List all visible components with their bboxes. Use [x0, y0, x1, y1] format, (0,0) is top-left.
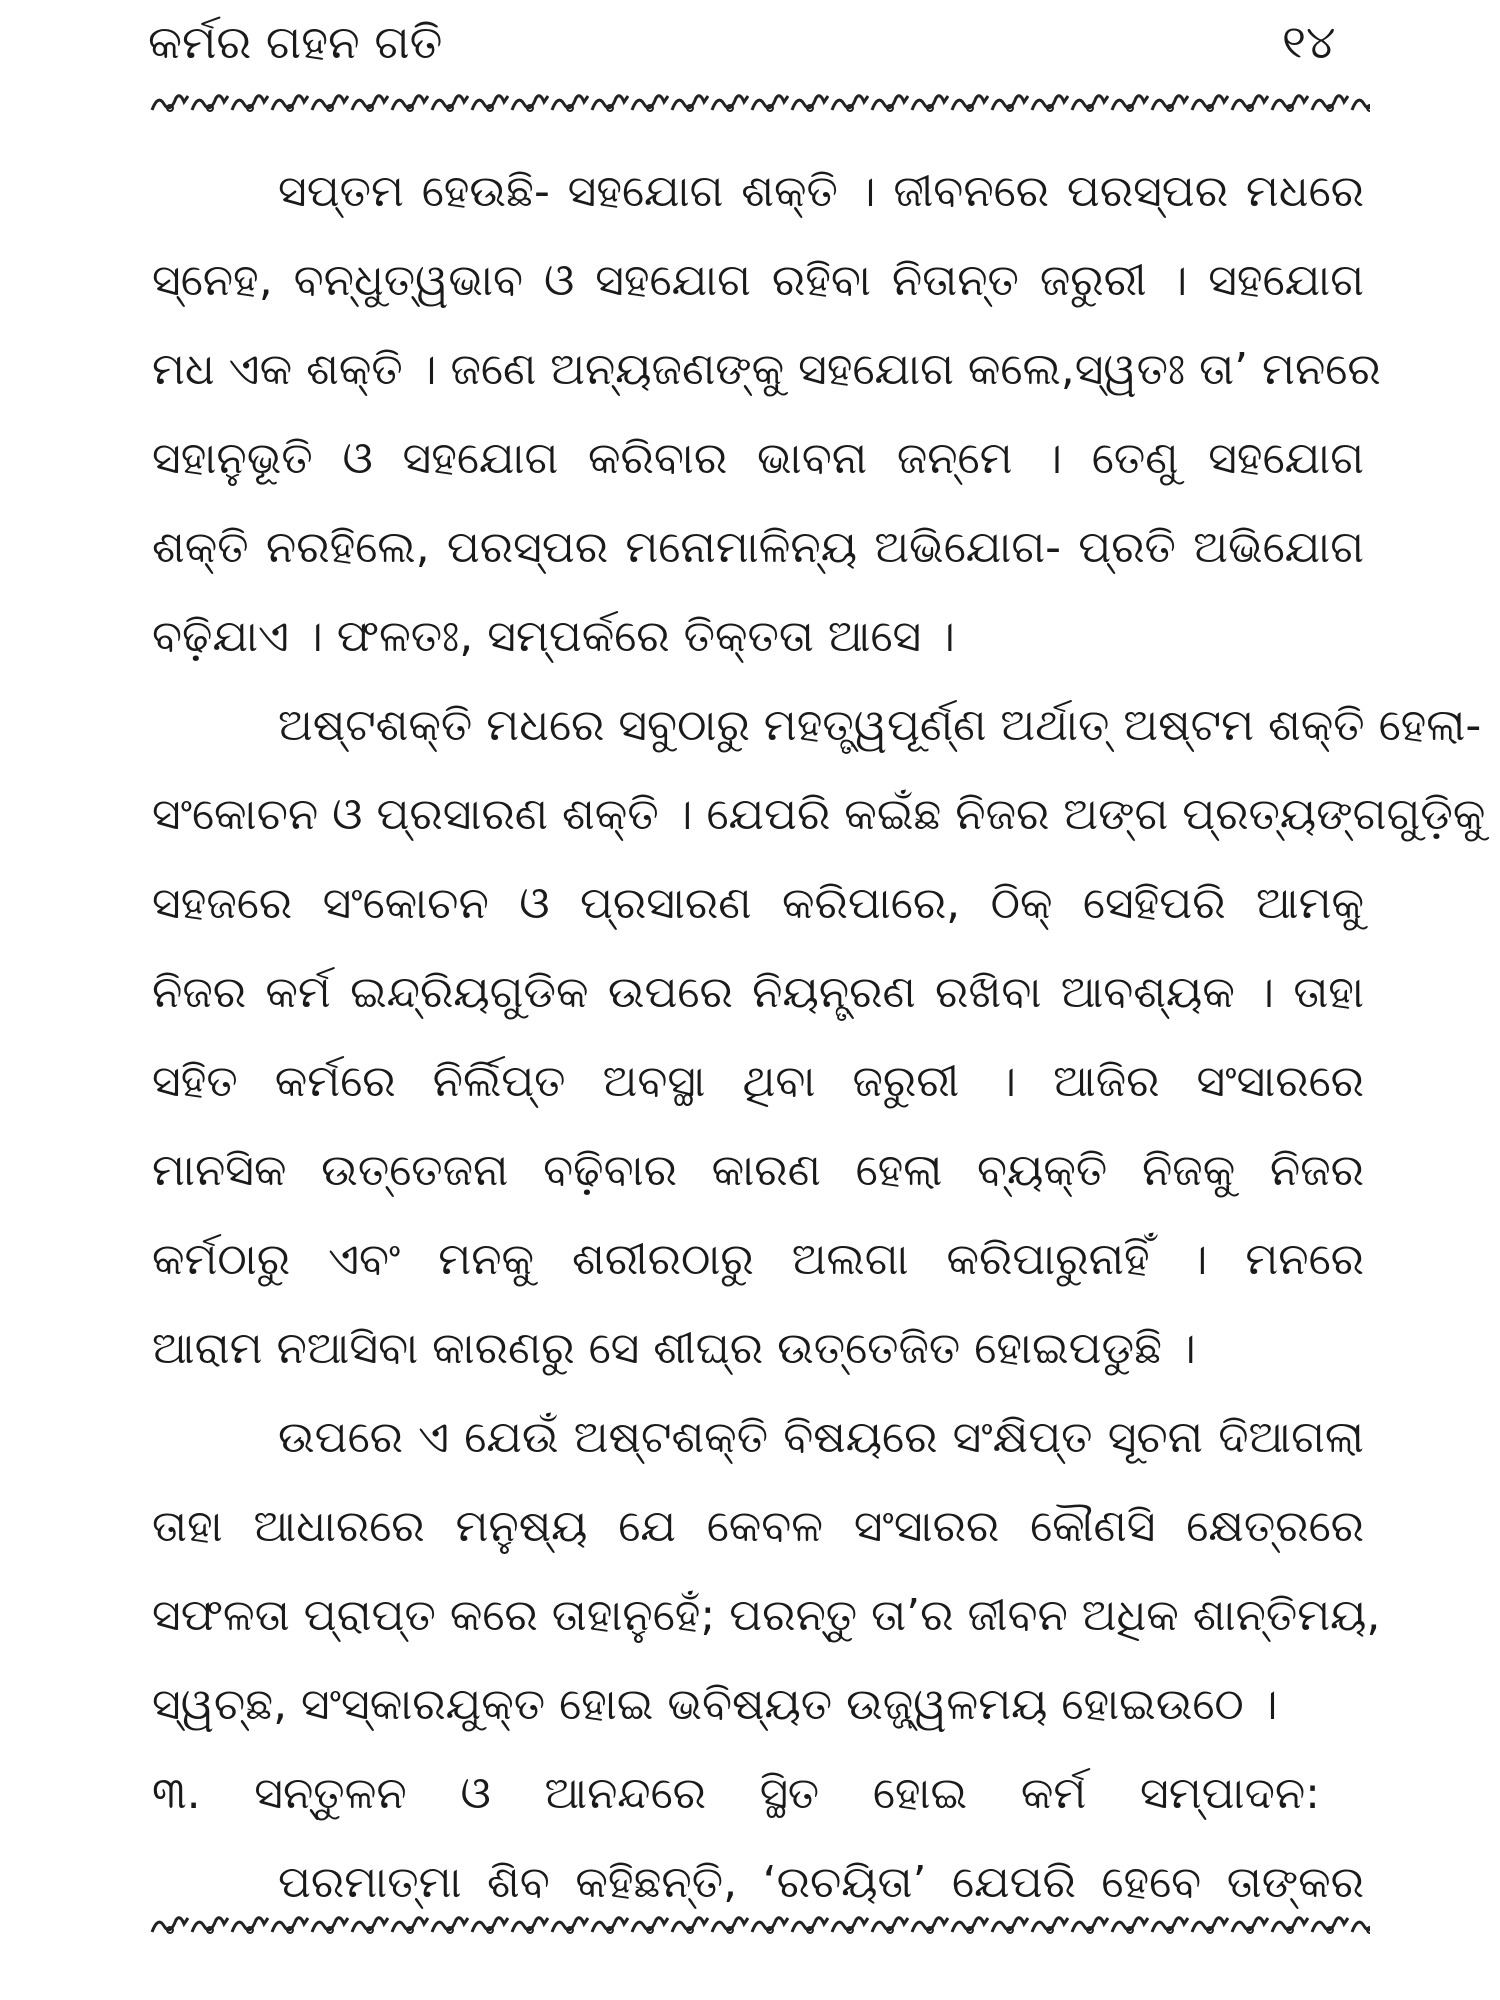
body-text-line: ଶକ୍ତି ନରହିଲେ, ପରସ୍ପର ମନୋମାଳିନ୍ୟ ଅଭିଯୋଗ- ପ୍ରତି ଅଭିଯୋଗ	[152, 522, 1364, 573]
body-text-line: ତାହା ଆଧାରରେ ମନୁଷ୍ୟ ଯେ କେବଳ ସଂସାରର କୌଣସି କ୍ଷେତ୍ରରେ	[152, 1501, 1364, 1552]
body-text-line: ମଧ ଏକ ଶକ୍ତି । ଜଣେ ଅନ୍ୟଜଣଙ୍କୁ ସହଯୋଗ କଲେ,ସ୍ୱତଃ ତା’ ମନରେ	[152, 344, 1381, 395]
body-text-line: ପରମାତ୍ମା ଶିବ କହିଛନ୍ତି, ‘ରଚୟିତା’ ଯେପରି ହେବେ ତାଙ୍କର	[278, 1857, 1364, 1908]
ornamental-border-top	[150, 90, 1370, 116]
body-text-line: ସଂକୋଚନ ଓ ପ୍ରସାରଣ ଶକ୍ତି । ଯେପରି କଇଁଛ ନିଜର ଅଙ୍ଗ ପ୍ରତ୍ୟଙ୍ଗଗୁଡ଼ିକୁ	[152, 789, 1486, 840]
body-text-line: ସପ୍ତମ ହେଉଛି- ସହଯୋଗ ଶକ୍ତି । ଜୀବନରେ ପରସ୍ପର ମଧରେ	[278, 166, 1364, 217]
body-text-line: ସହିତ କର୍ମରେ ନିର୍ଲିପ୍ତ ଅବସ୍ଥା ଥିବା ଜରୁରୀ । ଆଜିର ସଂସାରରେ	[152, 1056, 1364, 1107]
section-heading: ୩. ସନ୍ତୁଳନ ଓ ଆନନ୍ଦରେ ସ୍ଥିତ ହୋଇ କର୍ମ ସମ୍ପାଦନ:	[152, 1768, 1320, 1819]
body-text-line: ଆରାମ ନଆସିବା କାରଣରୁ ସେ ଶୀଘ୍ର ଉତ୍ତେଜିତ ହୋଇପଡୁଛି ।	[152, 1323, 1196, 1374]
body-text-line: ନିଜର କର୍ମ ଇନ୍ଦ୍ରିୟଗୁଡିକ ଉପରେ ନିୟନ୍ତ୍ରଣ ରଖିବା ଆବଶ୍ୟକ । ତାହା	[152, 967, 1364, 1018]
ornamental-border-bottom	[150, 1912, 1370, 1938]
body-text-line: ସହଜରେ ସଂକୋଚନ ଓ ପ୍ରସାରଣ କରିପାରେ, ଠିକ୍ ସେହିପରି ଆମକୁ	[152, 878, 1364, 929]
body-text-line: ଅଷ୍ଟଶକ୍ତି ମଧରେ ସବୁଠାରୁ ମହତ୍ତ୍ୱପୂର୍ଣ୍ଣ ଅର୍ଥାତ୍ ଅଷ୍ଟମ ଶକ୍ତି ହେଲା-	[278, 700, 1482, 751]
body-text-line: ସ୍ନେହ, ବନ୍ଧୁତ୍ୱଭାବ ଓ ସହଯୋଗ ରହିବା ନିତାନ୍ତ ଜରୁରୀ । ସହଯୋଗ	[152, 255, 1364, 306]
body-text-line: ସଫଳତା ପ୍ରାପ୍ତ କରେ ତାହାନୁହେଁ; ପରନ୍ତୁ ତା’ର ଜୀବନ ଅଧିକ ଶାନ୍ତିମୟ,	[152, 1590, 1381, 1641]
body-text-line: ସ୍ୱଚ୍ଛ, ସଂସ୍କାରଯୁକ୍ତ ହୋଇ ଭବିଷ୍ୟତ ଉଜ୍ଜ୍ୱଳମୟ ହୋଇଉଠେ ।	[152, 1679, 1278, 1730]
body-text-line: ବଢ଼ିଯାଏ । ଫଳତଃ, ସମ୍ପର୍କରେ ତିକ୍ତତା ଆସେ ।	[152, 611, 955, 662]
page-number: ୧୪	[1282, 15, 1336, 69]
body-text-line: ମାନସିକ ଉତ୍ତେଜନା ବଢ଼ିବାର କାରଣ ହେଲା ବ୍ୟକ୍ତି ନିଜକୁ ନିଜର	[152, 1145, 1364, 1196]
body-text-line: ସହାନୁଭୂତି ଓ ସହଯୋଗ କରିବାର ଭାବନା ଜନ୍ମେ । ତେଣୁ ସହଯୋଗ	[152, 433, 1364, 484]
running-header-title: କର୍ମର ଗହନ ଗତି	[148, 15, 443, 69]
body-text-line: କର୍ମଠାରୁ ଏବଂ ମନକୁ ଶରୀରଠାରୁ ଅଲଗା କରିପାରୁନାହିଁ । ମନରେ	[152, 1234, 1364, 1285]
body-text-line: ଉପରେ ଏ ଯେଉଁ ଅଷ୍ଟଶକ୍ତି ବିଷୟରେ ସଂକ୍ଷିପ୍ତ ସୂଚନା ଦିଆଗଲା	[278, 1412, 1364, 1463]
